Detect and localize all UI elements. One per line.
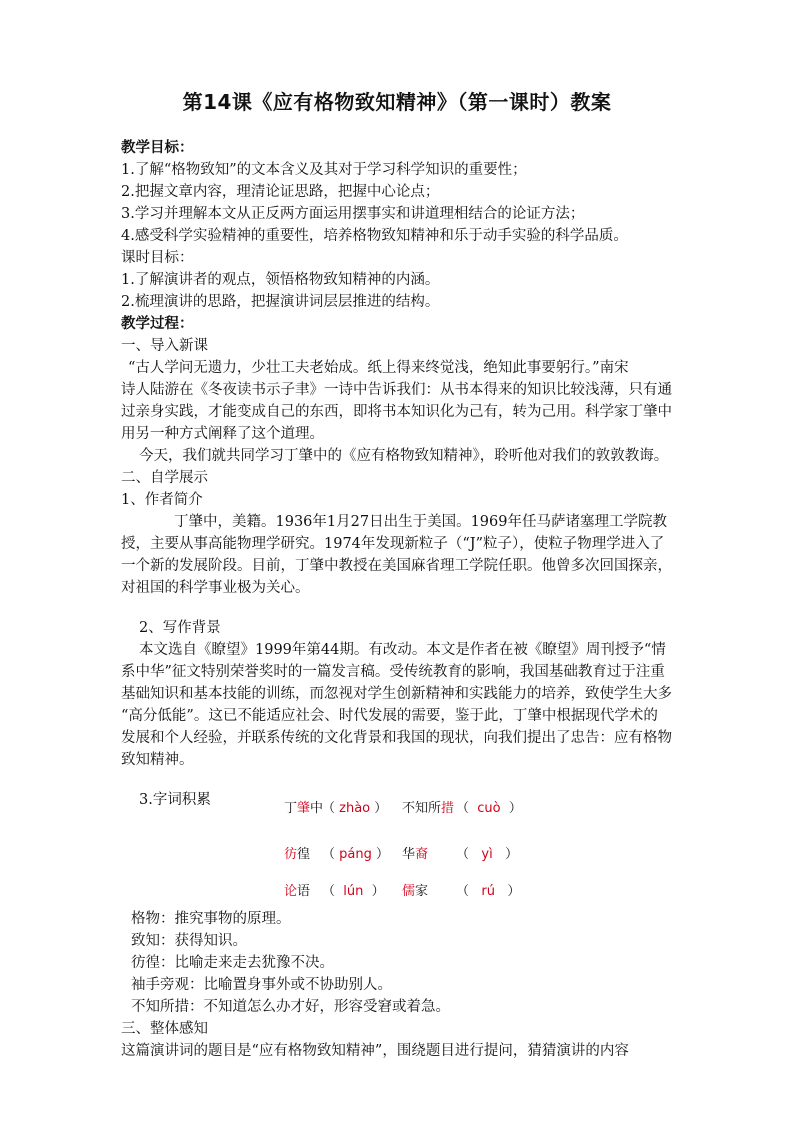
background-paragraph-line: 发展和个人经验，并联系传统的文化背景和我国的现状，向我们提出了忠告：应有格物 bbox=[121, 730, 672, 746]
definition-item: 不知所措：不知道怎么办才好，形容受窘或着急。 bbox=[131, 999, 450, 1015]
background-paragraph-line: 本文选自《瞭望》1999年第44期。有改动。本文是作者在被《瞭望》周刊授予“情 bbox=[139, 642, 666, 658]
objective-item: 3.学习并理解本文从正反两方面运用摆事实和讲道理相结合的论证方法； bbox=[121, 206, 585, 222]
vocab-pinyin: （ zhào ） bbox=[322, 801, 388, 816]
background-paragraph-line: “高分低能”。这已不能适应社会、时代发展的需要，鉴于此，丁肇中根据现代学术的 bbox=[121, 708, 658, 724]
objective-item: 1.了解“格物致知”的文本含义及其对于学习科学知识的重要性； bbox=[121, 162, 527, 178]
background-paragraph-line: 系中华”征文特别荣誉奖时的一篇发言稿。受传统教育的影响，我国基础教育过于注重 bbox=[121, 664, 665, 680]
intro-paragraph-line: 诗人陆游在《冬夜读书示子聿》一诗中告诉我们：从书本得来的知识比较浅薄，只有通 bbox=[121, 382, 672, 398]
subsection-heading: 3.字词积累 bbox=[139, 792, 211, 808]
vocab-pinyin: （ rú ） bbox=[456, 884, 521, 899]
author-paragraph-line: 授，主要从事高能物理学研究。1974年发现新粒子（“J”粒子），使粒子物理学进入了 bbox=[121, 536, 665, 552]
definition-item: 袖手旁观：比喻置身事外或不协助别人。 bbox=[131, 977, 392, 993]
vocab-pinyin: （ cuò ） bbox=[456, 801, 522, 816]
vocab-word: 丁肇中 bbox=[284, 801, 324, 816]
definition-item: 彷徨：比喻走来走去犹豫不决。 bbox=[131, 955, 334, 971]
definition-item: 格物：推究事物的原理。 bbox=[131, 911, 291, 927]
subsection-heading: 1、作者简介 bbox=[121, 492, 203, 508]
vocab-word: 华裔 bbox=[402, 847, 429, 862]
definition-item: 致知：获得知识。 bbox=[131, 933, 247, 949]
author-paragraph-line: 一个新的发展阶段。目前，丁肇中教授在美国麻省理工学院任职。他曾多次回国探亲， bbox=[121, 558, 672, 574]
section-heading: 一、导入新课 bbox=[121, 338, 208, 354]
lesson-goals-heading: 课时目标： bbox=[121, 250, 194, 266]
page-title: 第14课《应有格物致知精神》（第一课时）教案 bbox=[182, 90, 612, 114]
vocab-word: 不知所措 bbox=[402, 801, 455, 816]
background-paragraph-line: 致知精神。 bbox=[121, 752, 194, 768]
objective-item: 4.感受科学实验精神的重要性，培养格物致知精神和乐于动手实验的科学品质。 bbox=[121, 228, 628, 244]
vocab-word: 论语 bbox=[284, 884, 311, 899]
background-paragraph-line: 基础知识和基本技能的训练，而忽视对学生创新精神和实践能力的培养，致使学生大多 bbox=[121, 686, 672, 702]
vocab-pinyin: （ páng ） bbox=[322, 847, 389, 862]
section-heading: 三、整体感知 bbox=[121, 1021, 208, 1037]
process-heading: 教学过程： bbox=[121, 315, 194, 332]
objective-item: 2.把握文章内容，理清论证思路，把握中心论点； bbox=[121, 184, 440, 200]
subsection-heading: 2、写作背景 bbox=[139, 620, 221, 636]
vocab-word: 儒家 bbox=[402, 884, 429, 899]
vocab-pinyin: （ yì ） bbox=[456, 847, 519, 862]
author-paragraph-line: 对祖国的科学事业极为关心。 bbox=[121, 580, 310, 596]
objectives-heading: 教学目标： bbox=[121, 139, 194, 156]
intro-paragraph-line: 今天，我们就共同学习丁肇中的《应有格物致知精神》，聆听他对我们的敦敦教诲。 bbox=[139, 448, 669, 464]
vocab-pinyin: （ lún ） bbox=[322, 884, 385, 899]
intro-paragraph-line: “古人学问无遗力，少壮工夫老始成。纸上得来终觉浅，绝知此事要躬行。”南宋 bbox=[128, 360, 629, 376]
vocab-word: 彷徨 bbox=[284, 847, 311, 862]
lesson-goal-item: 1.了解演讲者的观点，领悟格物致知精神的内涵。 bbox=[121, 272, 440, 288]
intro-paragraph-line: 过亲身实践，才能变成自己的东西，即将书本知识化为己有，转为己用。科学家丁肇中 bbox=[121, 404, 672, 420]
author-paragraph-line: 丁肇中，美籍。1936年1月27日出生于美国。1969年任马萨诸塞理工学院教 bbox=[174, 514, 667, 530]
section-heading: 二、自学展示 bbox=[121, 470, 208, 486]
intro-paragraph-line: 用另一种方式阐释了这个道理。 bbox=[121, 426, 324, 442]
lesson-goal-item: 2.梳理演讲的思路，把握演讲词层层推进的结构。 bbox=[121, 294, 440, 310]
section3-paragraph-line: 这篇演讲词的题目是“应有格物致知精神”，围绕题目进行提问，猜猜演讲的内容 bbox=[121, 1043, 629, 1059]
